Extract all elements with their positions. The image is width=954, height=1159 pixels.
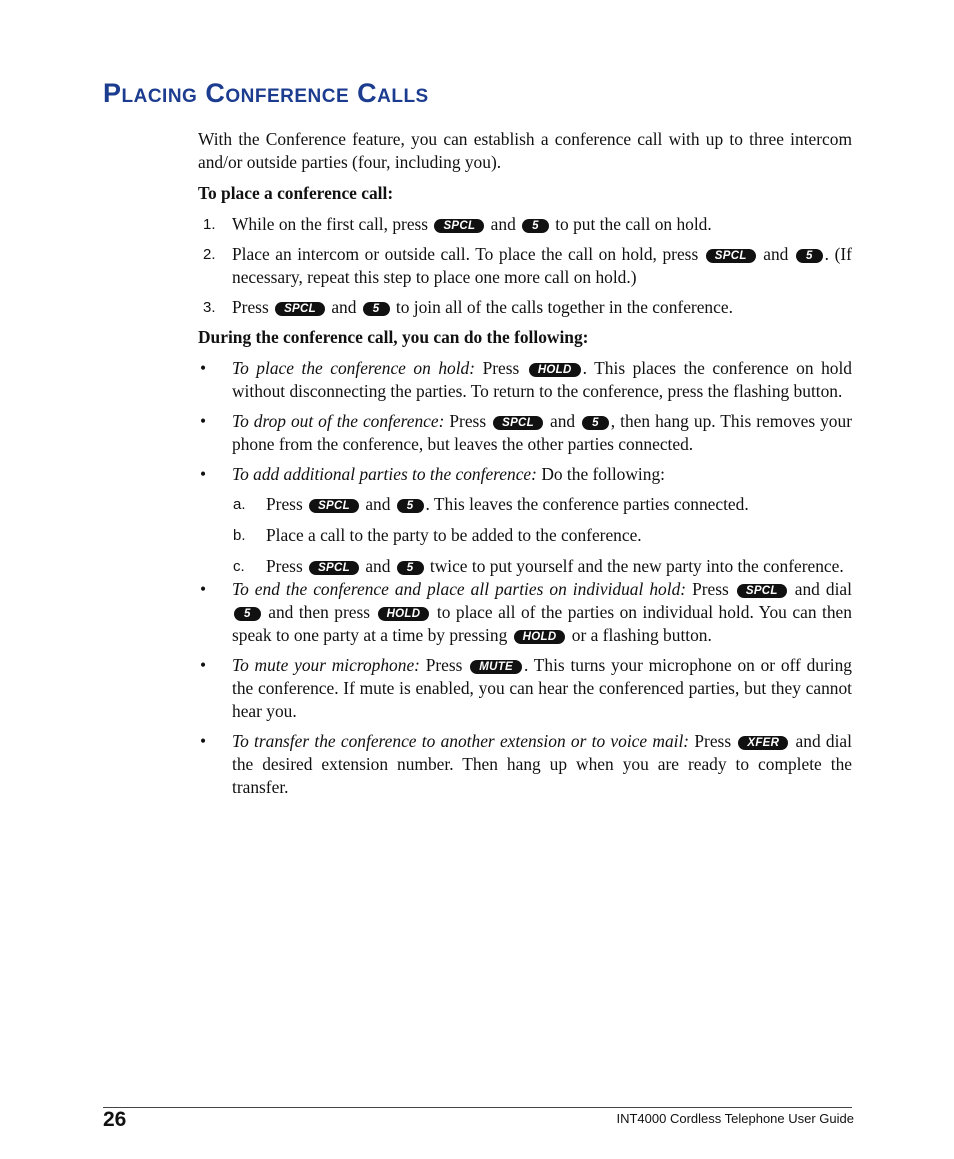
substep-text: and	[365, 494, 391, 514]
spcl-key-icon: SPCL	[737, 584, 787, 598]
step-text: and	[331, 297, 357, 317]
bullet-text: and dial	[794, 579, 852, 599]
spcl-key-icon: SPCL	[309, 499, 359, 513]
step-text: . (If necessary, repeat this step to place one more call on hold.)	[232, 244, 852, 287]
step-2	[198, 243, 852, 289]
bullet-marker: •	[200, 655, 207, 675]
five-key-icon: 5	[363, 302, 390, 316]
bullet-text: , then hang up. This removes your phone from the conference, but leaves the other parties connected.	[232, 411, 852, 454]
step-text: While on the first call, press	[232, 214, 429, 234]
substep-a	[198, 493, 852, 516]
bullet-text: and then press	[268, 602, 371, 622]
substep-text: twice to put yourself and the new party into the conference.	[429, 556, 844, 576]
bullet-marker: •	[200, 579, 207, 599]
content	[198, 128, 852, 806]
step-text: to put the call on hold.	[555, 214, 712, 234]
step-text: to join all of the calls together in the conference.	[395, 297, 733, 317]
guide-title: INT4000 Cordless Telephone User Guide	[616, 1111, 854, 1126]
bullet-text: to place all of the parties on individual hold. You can then speak to one party at a time by pressing	[232, 602, 852, 645]
hold-key-icon: HOLD	[378, 607, 430, 621]
footer-divider	[103, 1107, 852, 1108]
substep-text: Press	[266, 494, 303, 514]
bullet-add	[198, 463, 852, 486]
bullet-drop	[198, 410, 852, 456]
five-key-icon: 5	[397, 499, 424, 513]
spcl-key-icon: SPCL	[706, 249, 756, 263]
substep-text: Place a call to the party to be added to the conference.	[266, 525, 642, 545]
xfer-key-icon: XFER	[738, 736, 788, 750]
bullet-text: Press	[692, 579, 729, 599]
five-key-icon: 5	[582, 416, 609, 430]
substep-marker: b.	[233, 527, 246, 544]
spcl-key-icon: SPCL	[493, 416, 543, 430]
bullet-lead: To drop out of the conference:	[232, 411, 445, 431]
bullet-marker: •	[200, 464, 207, 484]
bullet-marker: •	[200, 411, 207, 431]
step-3	[198, 296, 852, 319]
bullet-lead: To place the conference on hold:	[232, 358, 476, 378]
bullet-text: or a flashing button.	[571, 625, 712, 645]
step-1	[198, 213, 852, 236]
bullet-text: . This turns your microphone on or off during the conference. If mute is enabled, you can hear the conferenced parties, but they cannot hear you.	[232, 655, 852, 721]
bullet-text: . This places the conference on hold without disconnecting the parties. To return to the conference, press the flashing button.	[232, 358, 852, 401]
five-key-icon: 5	[522, 219, 549, 233]
intro-paragraph: With the Conference feature, you can establish a conference call with up to three intercom and/or outside parties (four, including you).	[198, 129, 852, 172]
step-text: Press	[232, 297, 269, 317]
substep-text: and	[365, 556, 391, 576]
bullet-marker: •	[200, 358, 207, 378]
page-number: 26	[103, 1108, 127, 1131]
substep-b	[198, 524, 852, 547]
step-text: and	[763, 244, 789, 264]
substep-marker: c.	[233, 558, 245, 575]
step-text: and	[490, 214, 516, 234]
place-conference-heading: To place a conference call:	[198, 183, 394, 203]
bullet-text: and	[549, 411, 576, 431]
bullet-hold	[198, 357, 852, 403]
substep-marker: a.	[233, 496, 246, 513]
spcl-key-icon: SPCL	[309, 561, 359, 575]
during-conference-heading: During the conference call, you can do the following:	[198, 327, 589, 347]
bullet-lead: To transfer the conference to another extension or to voice mail:	[232, 731, 690, 751]
bullet-lead: To add additional parties to the conference:	[232, 464, 537, 484]
step-text: Place an intercom or outside call. To place the call on hold, press	[232, 244, 699, 264]
step-marker: 2.	[203, 246, 216, 263]
spcl-key-icon: SPCL	[434, 219, 484, 233]
bullet-text: Press	[425, 655, 463, 675]
bullet-text: Press	[449, 411, 487, 431]
step-marker: 1.	[203, 216, 216, 233]
bullet-marker: •	[200, 731, 207, 751]
bullet-lead: To mute your microphone:	[232, 655, 420, 675]
page-title: Placing Conference Calls	[103, 78, 429, 108]
bullet-mute	[198, 654, 852, 723]
bullet-text: Press	[694, 731, 732, 751]
five-key-icon: 5	[234, 607, 261, 621]
five-key-icon: 5	[397, 561, 424, 575]
bullet-text: and dial the desired extension number. Then hang up when you are ready to complete the transfer.	[232, 731, 852, 797]
substep-text: Press	[266, 556, 303, 576]
mute-key-icon: MUTE	[470, 660, 522, 674]
bullet-text: Press	[482, 358, 520, 378]
bullet-transfer	[198, 730, 852, 799]
substep-text: . This leaves the conference parties connected.	[425, 494, 749, 514]
step-marker: 3.	[203, 299, 216, 316]
hold-key-icon: HOLD	[514, 630, 566, 644]
spcl-key-icon: SPCL	[275, 302, 325, 316]
five-key-icon: 5	[796, 249, 823, 263]
bullet-end	[198, 578, 852, 647]
hold-key-icon: HOLD	[529, 363, 581, 377]
substep-c	[198, 555, 852, 578]
bullet-lead: To end the conference and place all parties on individual hold:	[232, 579, 687, 599]
bullet-text: Do the following:	[541, 464, 665, 484]
